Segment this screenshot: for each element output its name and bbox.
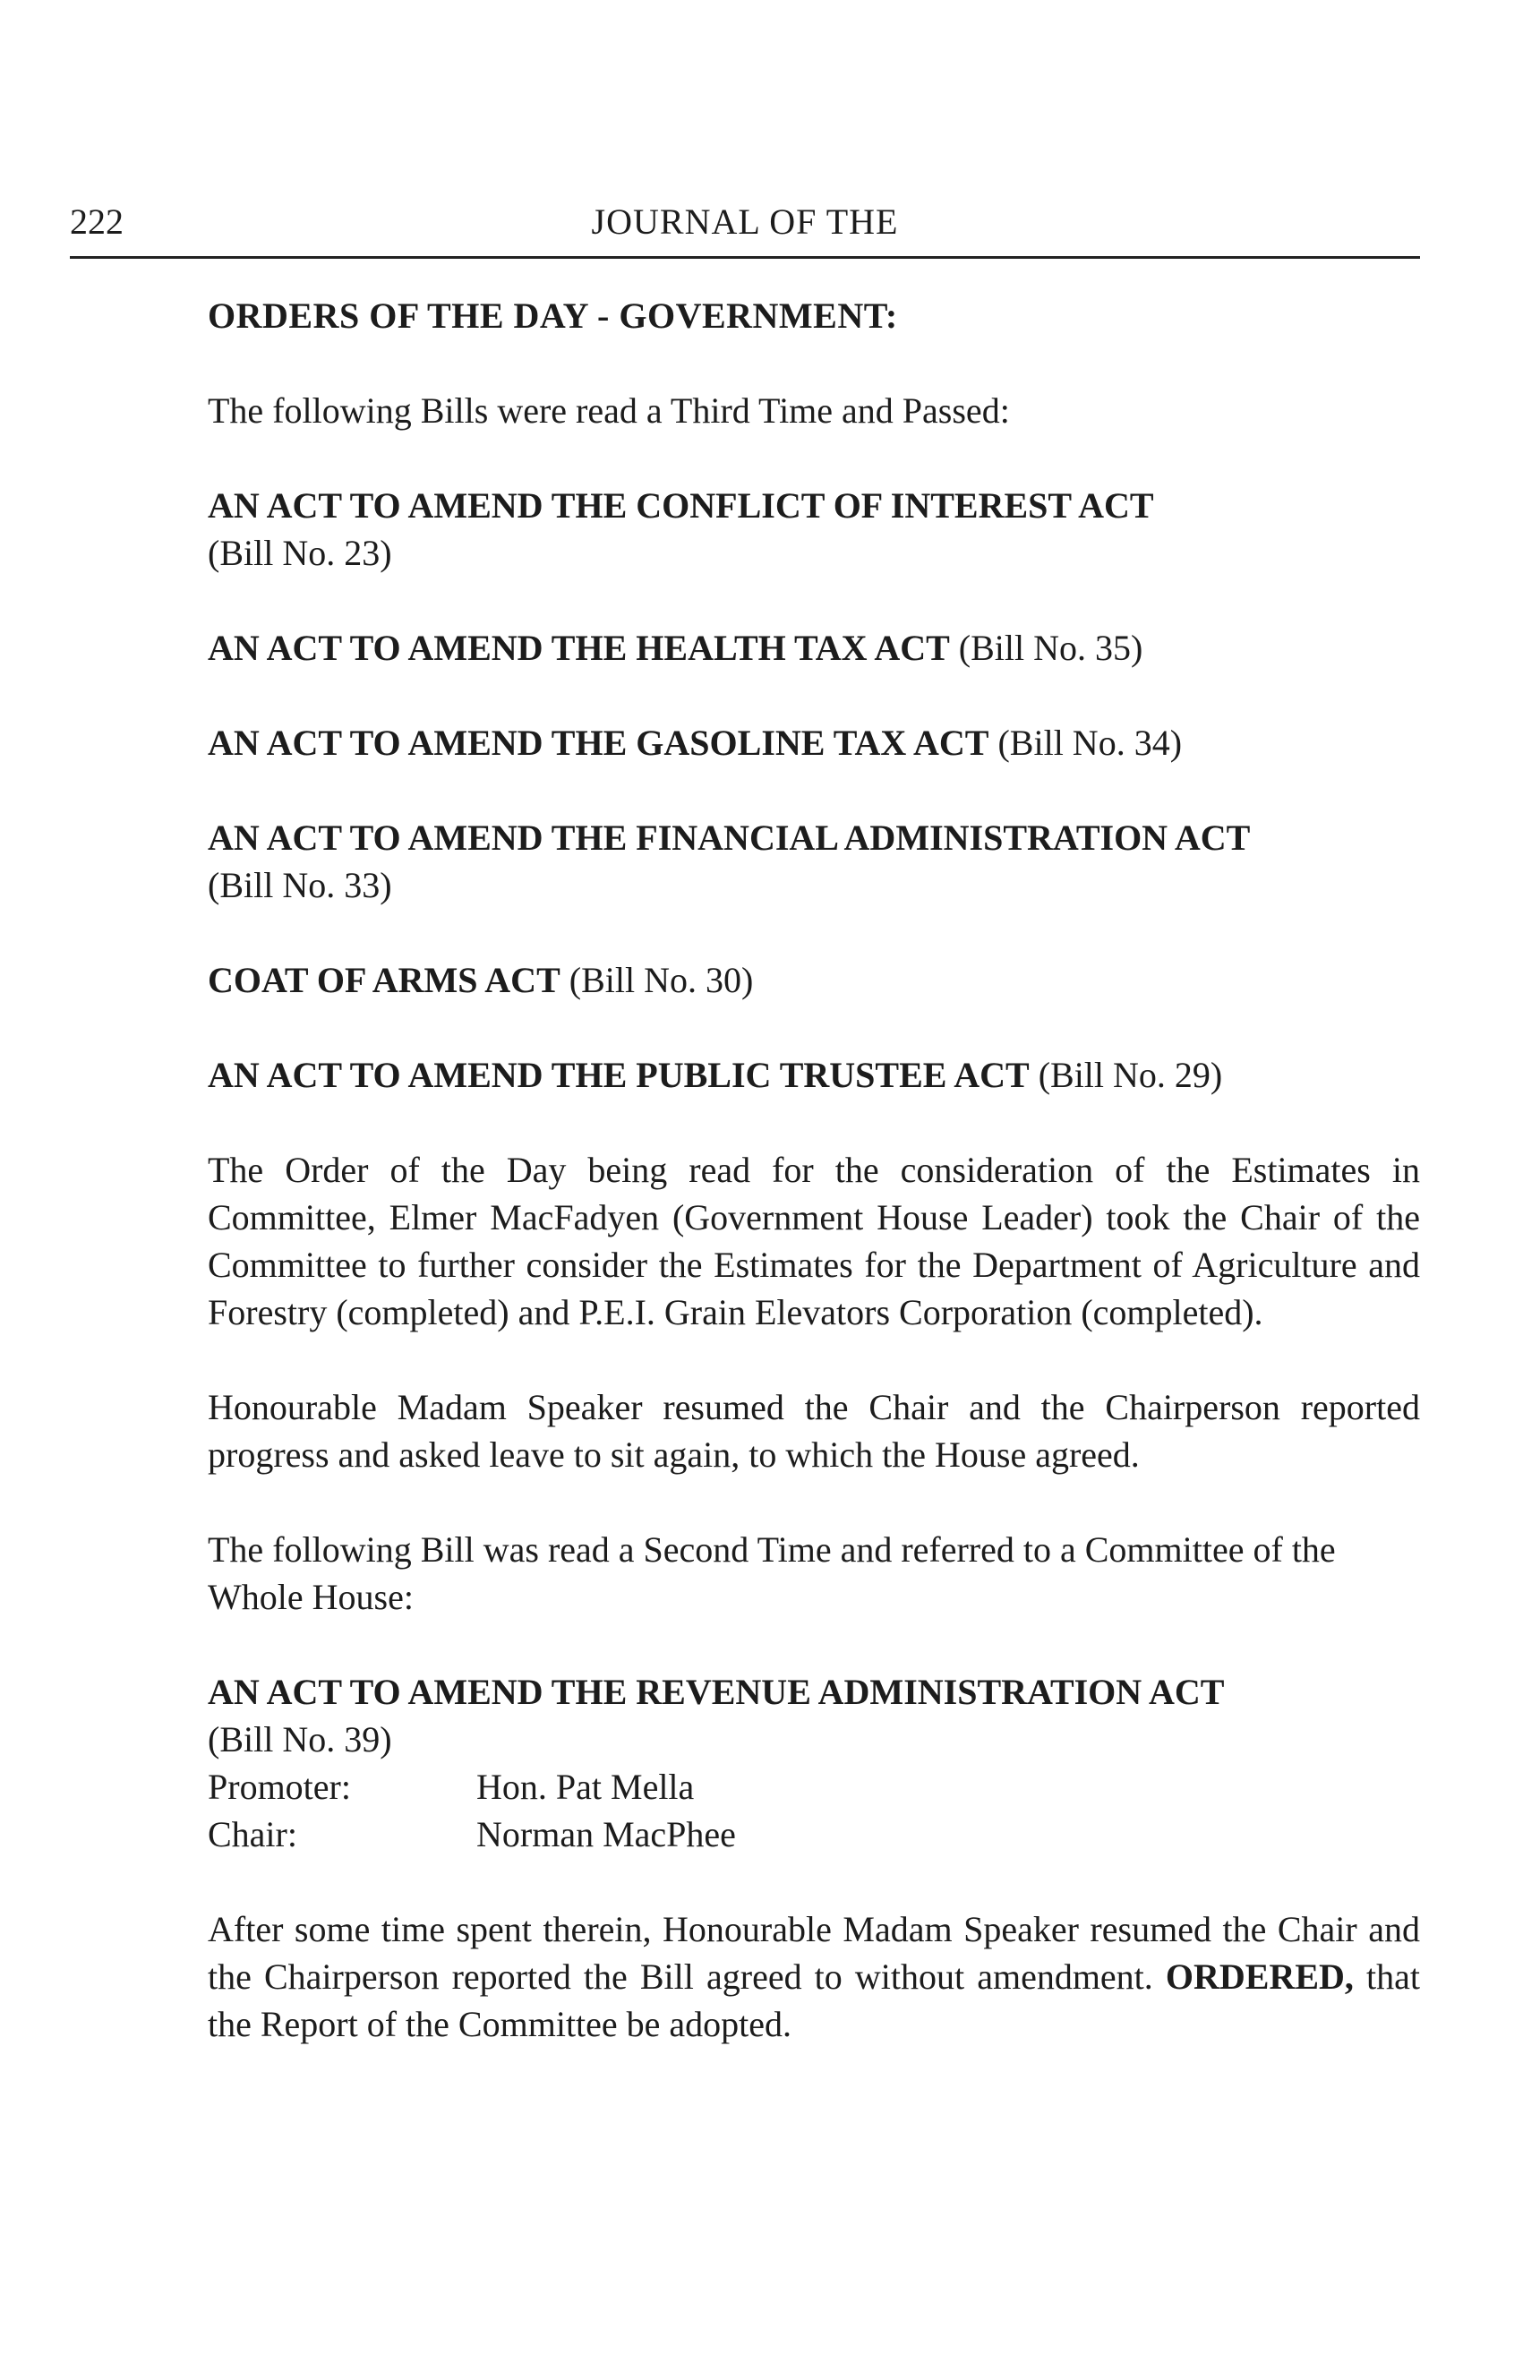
bill-ref: (Bill No. 39) — [208, 1719, 392, 1759]
running-title: JOURNAL OF THE — [591, 201, 899, 242]
bill-title: AN ACT TO AMEND THE REVENUE ADMINISTRATION ACT — [208, 1672, 1225, 1712]
bill-ref: (Bill No. 29) — [1038, 1055, 1223, 1095]
promoter-name: Hon. Pat Mella — [476, 1767, 695, 1807]
bill-ref: (Bill No. 34) — [997, 723, 1183, 763]
bill-title: AN ACT TO AMEND THE FINANCIAL ADMINISTRATION ACT — [208, 818, 1251, 858]
bill-title: AN ACT TO AMEND THE HEALTH TAX ACT — [208, 628, 950, 668]
committee-table — [208, 1763, 1420, 1858]
bill-entry — [208, 1051, 1420, 1099]
bill-title: COAT OF ARMS ACT — [208, 960, 560, 1000]
after-text: After some time spent therein, Honourable Madam Speaker resumed the Chair and the Chairperson reported the Bill agreed to without amendment. — [208, 1909, 1420, 1997]
bill-entry — [208, 956, 1420, 1004]
intro-paragraph: The following Bills were read a Third Time and Passed: — [208, 390, 1010, 431]
speaker-paragraph: Honourable Madam Speaker resumed the Chair and the Chairperson reported progress and asked leave to sit again, to which the House agreed. — [208, 1387, 1420, 1475]
bill-title: AN ACT TO AMEND THE CONFLICT OF INTEREST ACT — [208, 485, 1154, 526]
bill-ref: (Bill No. 35) — [958, 628, 1143, 668]
chair-row — [208, 1811, 1420, 1858]
bill-ref: (Bill No. 33) — [208, 865, 392, 905]
promoter-label: Promoter: — [208, 1767, 351, 1807]
second-reading-bill — [208, 1668, 1420, 1858]
bill-title: AN ACT TO AMEND THE PUBLIC TRUSTEE ACT — [208, 1055, 1030, 1095]
after-paragraph — [208, 1905, 1420, 2048]
bill-ref: (Bill No. 30) — [569, 960, 754, 1000]
page-header — [70, 197, 1420, 259]
ordered-text: that the Report of the Committee be adopted. — [208, 1956, 1420, 2044]
chair-label: Chair: — [208, 1814, 297, 1854]
bill-ref: (Bill No. 23) — [208, 533, 392, 573]
page-number: 222 — [70, 201, 124, 242]
bill-title: AN ACT TO AMEND THE GASOLINE TAX ACT — [208, 723, 989, 763]
promoter-row — [208, 1763, 1420, 1811]
ordered-label: ORDERED, — [1165, 1956, 1354, 1997]
second-reading-paragraph: The following Bill was read a Second Time and referred to a Committee of the Whole House: — [208, 1529, 1336, 1617]
bill-entry — [208, 1668, 1420, 1763]
bill-entry — [208, 814, 1420, 909]
bill-entry — [208, 719, 1420, 766]
section-heading: ORDERS OF THE DAY - GOVERNMENT: — [208, 295, 898, 336]
bill-entry — [208, 482, 1420, 577]
bill-entry — [208, 624, 1420, 672]
page-content — [208, 292, 1420, 2048]
estimates-paragraph: The Order of the Day being read for the consideration of the Estimates in Committee, Elmer MacFadyen (Government House Leader) took the Chair of the Committee to further consider the Estimates for the Department of Agriculture and Forestry (completed) and P.E.I. Grain Elevators Corporation (completed). — [208, 1150, 1420, 1332]
chair-name: Norman MacPhee — [476, 1814, 736, 1854]
